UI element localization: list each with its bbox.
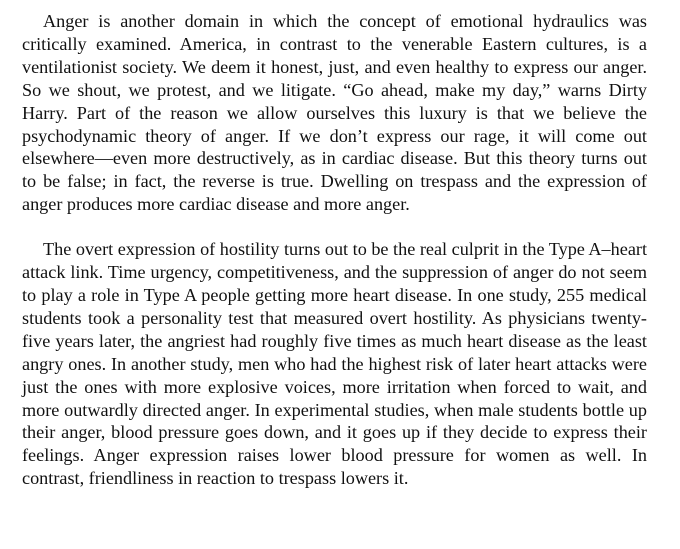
paragraph: The overt expression of hostility turns out to be the real culprit in the Type A–heart attack link. Time urgency, competitiveness, and the suppression of anger do not seem to play a role in Type A people getting more heart disease. In one study, 255 medical students took a personality test that measured overt hostility. As physicians twenty-five years later, the angriest had roughly five times as much heart disease as the least angry ones. In another study, men who had the highest risk of later heart attacks were just the ones with more explosive voices, more irritation when forced to wait, and more outwardly directed anger. In experimental studies, when male students bottle up their anger, blood pressure goes down, and it goes up if they decide to express their feelings. Anger expression raises lower blood pressure for women as well. In contrast, friendliness in reaction to trespass lowers it. bbox=[22, 239, 647, 489]
paragraph: Anger is another domain in which the concept of emotional hydraulics was critically examined. America, in contrast to the venerable Eastern cultures, is a ventilationist society. We deem it honest, just, and even healthy to express our anger. So we shout, we protest, and we litigate. “Go ahead, make my day,” warns Dirty Harry. Part of the reason we allow ourselves this luxury is that we believe the psychodynamic theory of anger. If we don’t express our rage, it will come out elsewhere—even more destructively, as in cardiac disease. But this theory turns out to be false; in fact, the reverse is true. Dwelling on trespass and the expression of anger produces more cardiac disease and more anger. bbox=[22, 11, 647, 215]
